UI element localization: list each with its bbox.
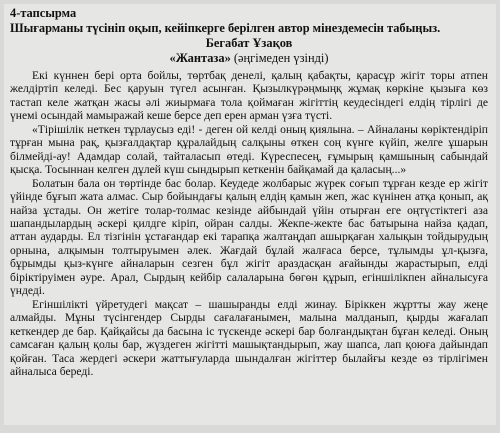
document-page	[4, 4, 496, 425]
paragraph-1: Екі күннен бері орта бойлы, төртбақ денелі, қалың қабақты, қарасұр жігіт торы атпен желдіртіп келеді. Бес қаруын түгел асынған. Қызылкүрәңмыңқ жұмақ көркіне қызыға көз тастап келе жатқан жасы әлі жиырмаға тола қоймаған жігіттің кеудесіндегі елдің тірлігі де үнемі осындай мамыражай кеше берсе деп ерен арман үзға түсті.	[10, 69, 488, 123]
paragraph-4: Егіншілікті үйретудегі мақсат – шашыранды елді жинау. Біріккен жұртты жау жеңе алмайды. Мұны түсінгендер Сырды сағалағанымен, малына малданып, қырды жағалап кеткендер де бар. Қайқайсы да басына іс түскенде әскері бар болғандықтан бұған келеді. Оның самсаған қалың қолы бар, жүздеген жігітті машықтандырып, жау шапса, лап қоюға дайындап қойған. Таса жердегі әскери жаттығуларда шындалған жігіттер былайғы кезде өз тірлігімен айналыса береді.	[10, 297, 488, 378]
work-title: «Жантаза»	[169, 51, 231, 65]
task-header	[10, 6, 488, 66]
paragraph-2: «Тірішілік неткен тұрлаусыз еді! - деген ой келді оның қиялына. – Айналаны көріктендіріп тұрған мына рақ, қызғалдақтар құралайдың салқыны өткен соң күнге күйіп, желге ұшарын білмейді-ау! Адамдар солай, тайталасып өтеді. Күреспесең, ғұмырың қамшының сабындай қысқа. Тосыннан келген дұлей күш сындырып кеткенін байқамай да қаласың...»	[10, 122, 488, 177]
work-excerpt-note: (әңгімеден үзінді)	[233, 51, 329, 65]
task-number: 4-тапсырма	[10, 6, 77, 20]
work-title-line	[10, 51, 488, 66]
paragraph-3: Болатын бала он төртінде бас болар. Кеудеде жолбарыс жүрек соғып тұрған кезде ер жігіт үйінде бұғып жата алмас. Сыр бойындағы қалың елдің қамын жеп, жас күнінен атқа қонып, ақ найза ұстады. Он жетіге толар-толмас кезінде айбындай үйін отырған еге оңтүстіктегі аза шапандылардың әскері қилдге кіріп, ойран салды. Жекпе-жекте бас батырына найза қадап, аттан аударды. Ел тізгінін ұстағандар екі тарапқа жалтаңдап ашырқаған халықын тойдырудың орнына, алқымын толтыруымен әлек. Жағдай бұлай жалғаса берсе, тұлымды ұл-қызға, бұрымды қыз-күнге айналарын сезген бұл жігіт араздасқан ағайынды жарастырып, елді біріктіруімен әуре. Арал, Сырдың кейбір салаларына бөгөн құрып, егіншілікпен айналысуға үндеді.	[10, 176, 488, 298]
author-name: Бегабат Ұзақов	[205, 36, 293, 50]
task-instruction: Шығарманы түсініп оқып, кейіпкерге берілген автор мінездемесін табыңыз.	[10, 21, 441, 35]
story-text	[10, 69, 488, 378]
